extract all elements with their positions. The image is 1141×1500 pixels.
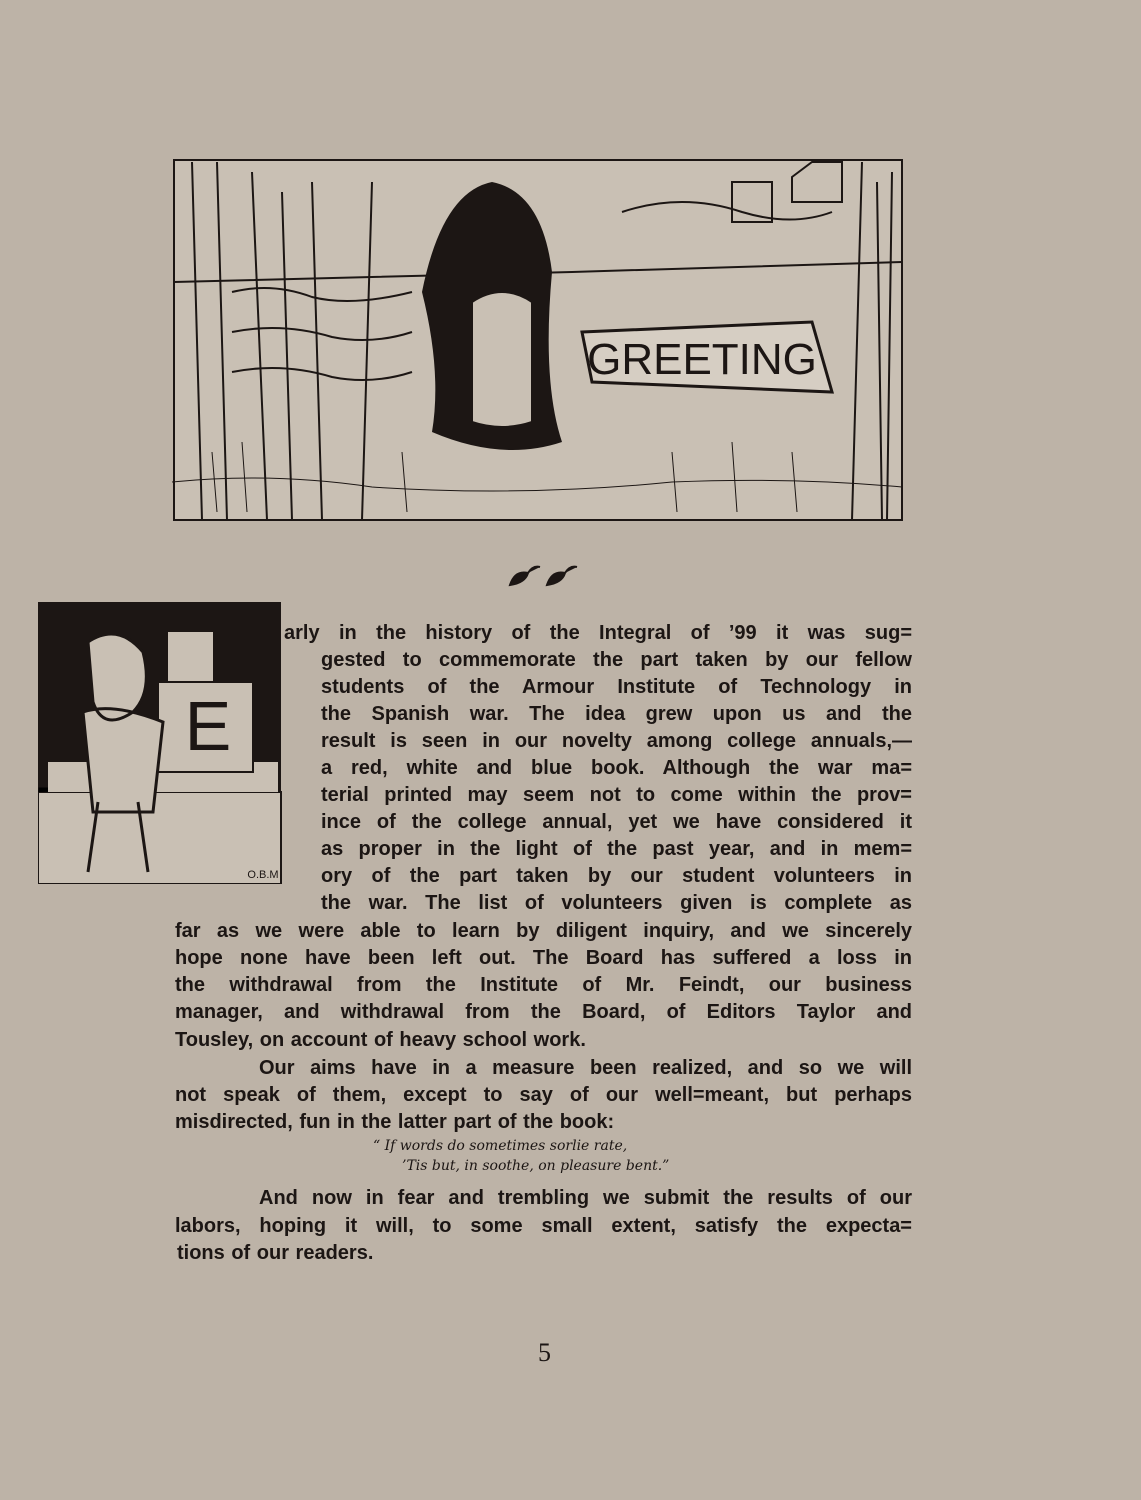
greeting-banner-text: GREETING: [587, 335, 817, 384]
text-line: And now in fear and trembling we submit the results of our: [259, 1187, 912, 1209]
text-line: terial printed may seem not to come within the prov=: [321, 784, 912, 806]
text-line: tions of our readers.: [177, 1242, 374, 1264]
text-line: not speak of them, except to say of our well=meant, but perhaps: [175, 1084, 912, 1106]
text-line: as proper in the light of the past year, and in mem=: [321, 838, 912, 860]
text-line: Tousley, on account of heavy school work.: [175, 1029, 586, 1051]
drop-cap-illustration: [38, 602, 283, 884]
text-line: the withdrawal from the Institute of Mr. Feindt, our business: [175, 974, 912, 996]
text-line: misdirected, fun in the latter part of the book:: [175, 1111, 615, 1133]
quote-line: “ If words do sometimes sorlie rate,: [373, 1138, 628, 1154]
leaf-ornament-icon: [505, 560, 580, 590]
text-line: ory of the part taken by our student volunteers in: [321, 865, 912, 887]
text-line: gested to commemorate the part taken by our fellow: [321, 649, 912, 671]
drop-cap-letter: E: [184, 687, 232, 765]
text-line: students of the Armour Institute of Technology in: [321, 676, 912, 698]
greeting-illustration: [172, 152, 904, 524]
quote-line: ’Tis but, in soothe, on pleasure bent.”: [402, 1158, 670, 1174]
text-line: a red, white and blue book. Although the war ma=: [321, 757, 912, 779]
text-line: hope none have been left out. The Board has suffered a loss in: [175, 947, 912, 969]
text-line: arly in the history of the Integral of ’99 it was sug=: [284, 622, 912, 644]
text-line: the war. The list of volunteers given is complete as: [321, 892, 912, 914]
text-line: ince of the college annual, yet we have considered it: [321, 811, 912, 833]
text-line: manager, and withdrawal from the Board, of Editors Taylor and: [175, 1001, 912, 1023]
artist-signature: O.B.M: [247, 869, 279, 881]
page-number: 5: [538, 1338, 551, 1367]
text-line: labors, hoping it will, to some small extent, satisfy the expecta=: [175, 1215, 912, 1237]
text-line: the Spanish war. The idea grew upon us and the: [321, 703, 912, 725]
text-line: result is seen in our novelty among college annuals,—: [321, 730, 912, 752]
text-line: Our aims have in a measure been realized, and so we will: [259, 1057, 912, 1079]
text-line: far as we were able to learn by diligent inquiry, and we sincerely: [175, 920, 912, 942]
